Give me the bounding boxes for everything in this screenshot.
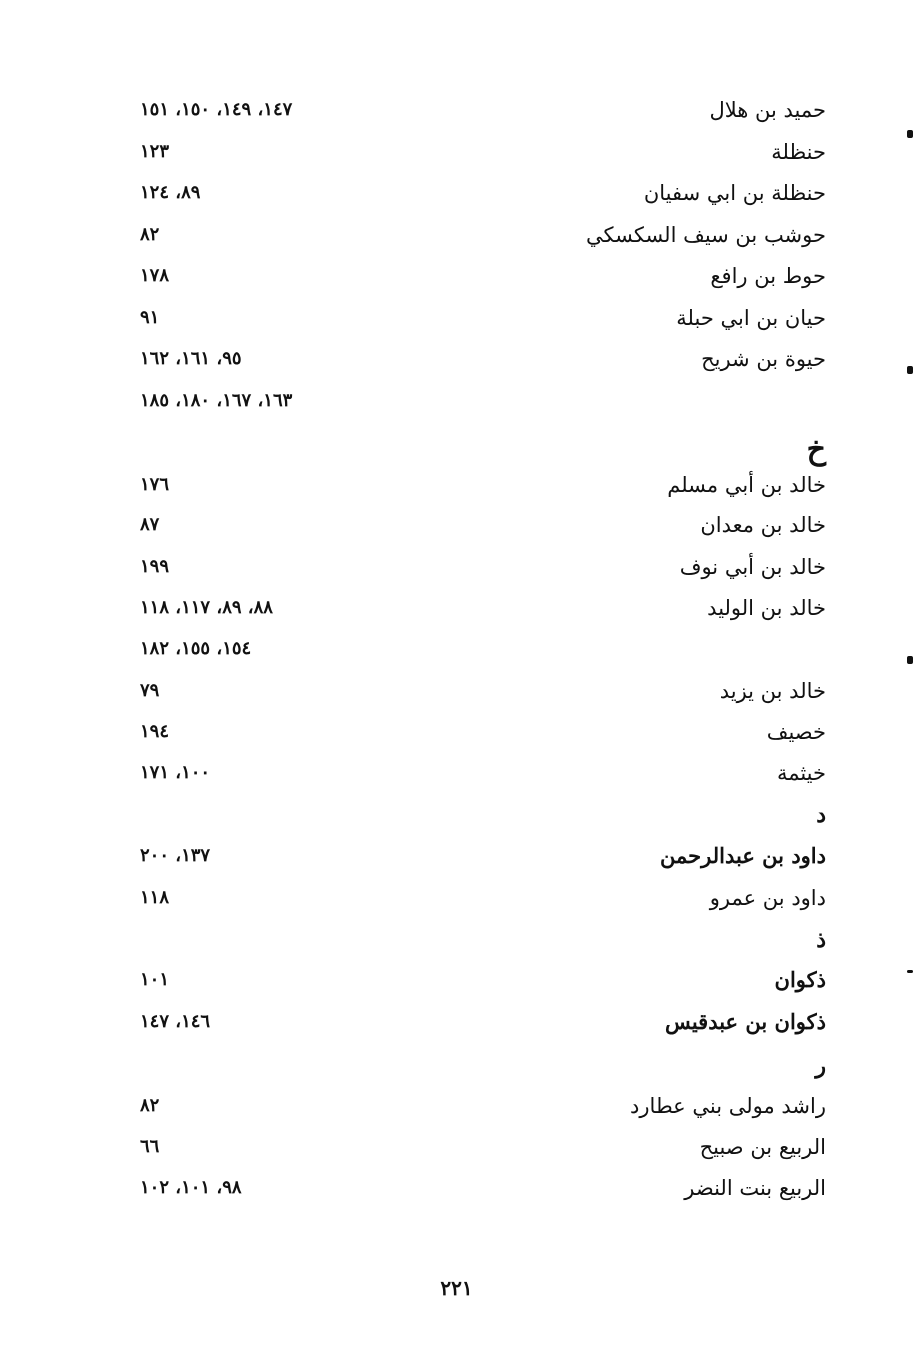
entry-page-refs: ٧٩ <box>140 680 160 701</box>
index-entry <box>0 256 913 296</box>
index-entry <box>0 712 913 752</box>
entry-name: داود بن عمرو <box>709 886 826 910</box>
entry-name: حيان بن ابي حبلة <box>676 306 826 330</box>
entry-page-refs: ٩١ <box>140 307 160 328</box>
entry-name: حوشب بن سيف السكسكي <box>586 223 826 247</box>
scan-edge-mark <box>907 130 913 138</box>
index-entry <box>0 465 913 505</box>
entry-page-refs: ١٥٤، ١٥٥، ١٨٢ <box>140 638 252 659</box>
index-entry <box>0 1127 913 1167</box>
index-entry <box>0 90 913 130</box>
entry-page-refs: ٨٢ <box>140 224 160 245</box>
entry-name: خيثمة <box>776 761 826 785</box>
scan-edge-mark <box>907 656 913 664</box>
index-entry <box>0 505 913 545</box>
entry-name: خالد بن الوليد <box>707 596 826 620</box>
index-entry <box>0 878 913 918</box>
entry-name: خصيف <box>766 720 826 744</box>
entry-page-refs: ١٣٧، ٢٠٠ <box>140 845 211 866</box>
index-entry <box>0 588 913 628</box>
section-letter: ذ <box>816 927 826 953</box>
entry-name: داود بن عبدالرحمن <box>660 843 826 868</box>
entry-name: خالد بن أبي نوف <box>679 555 826 579</box>
section-letter: د <box>816 802 826 828</box>
entry-name: ذكوان بن عبدقيس <box>665 1009 826 1034</box>
section-letter: خ <box>806 432 826 467</box>
page-number: ٢٢١ <box>440 1276 473 1300</box>
index-entry <box>0 629 913 669</box>
entry-page-refs: ٩٥، ١٦١، ١٦٢ <box>140 348 242 369</box>
index-entry <box>0 547 913 587</box>
entry-name: حنظلة <box>771 140 826 164</box>
entry-page-refs: ١٧٦ <box>140 474 170 495</box>
entry-page-refs: ١٠١ <box>140 969 170 990</box>
entry-page-refs: ٨٩، ١٢٤ <box>140 182 201 203</box>
entry-page-refs: ١١٨ <box>140 887 170 908</box>
section-letter: ر <box>815 1053 826 1079</box>
entry-name: الربيع بن صبيح <box>699 1135 826 1159</box>
entry-page-refs: ١٧٨ <box>140 265 170 286</box>
entry-page-refs: ١٦٣، ١٦٧، ١٨٠، ١٨٥ <box>140 390 293 411</box>
index-entry <box>0 1168 913 1208</box>
index-entry <box>0 960 913 1000</box>
entry-page-refs: ١٤٦، ١٤٧ <box>140 1011 211 1032</box>
entry-page-refs: ١٩٩ <box>140 556 170 577</box>
entry-page-refs: ٨٨، ٨٩، ١١٧، ١١٨ <box>140 597 273 618</box>
scan-edge-mark <box>907 970 913 973</box>
index-entry <box>0 173 913 213</box>
entry-page-refs: ١٠٠، ١٧١ <box>140 762 211 783</box>
entry-page-refs: ٦٦ <box>140 1136 160 1157</box>
entry-name: حنظلة بن ابي سفيان <box>643 181 826 205</box>
entry-name: ذكوان <box>774 967 826 992</box>
entry-name: راشد مولى بني عطارد <box>630 1094 826 1118</box>
scan-edge-mark <box>907 366 913 374</box>
index-entry <box>0 298 913 338</box>
entry-page-refs: ٨٧ <box>140 514 160 535</box>
entry-page-refs: ١٩٤ <box>140 721 170 742</box>
index-entry <box>0 1002 913 1042</box>
entry-page-refs: ٨٢ <box>140 1095 160 1116</box>
entry-name: خالد بن يزيد <box>719 679 826 703</box>
index-entry <box>0 132 913 172</box>
index-entry <box>0 671 913 711</box>
entry-name: خالد بن معدان <box>700 513 826 537</box>
entry-name: حوط بن رافع <box>710 264 826 288</box>
index-entry <box>0 753 913 793</box>
entry-page-refs: ١٤٧، ١٤٩، ١٥٠، ١٥١ <box>140 99 293 120</box>
entry-name: خالد بن أبي مسلم <box>667 473 826 497</box>
entry-name: حيوة بن شريح <box>701 347 826 371</box>
entry-page-refs: ٩٨، ١٠١، ١٠٢ <box>140 1177 242 1198</box>
entry-name: الربيع بنت النضر <box>684 1176 826 1200</box>
entry-page-refs: ١٢٣ <box>140 141 170 162</box>
index-entry <box>0 836 913 876</box>
index-entry <box>0 1086 913 1126</box>
index-entry <box>0 381 913 421</box>
index-entry <box>0 215 913 255</box>
index-entry <box>0 339 913 379</box>
entry-name: حميد بن هلال <box>709 98 826 122</box>
